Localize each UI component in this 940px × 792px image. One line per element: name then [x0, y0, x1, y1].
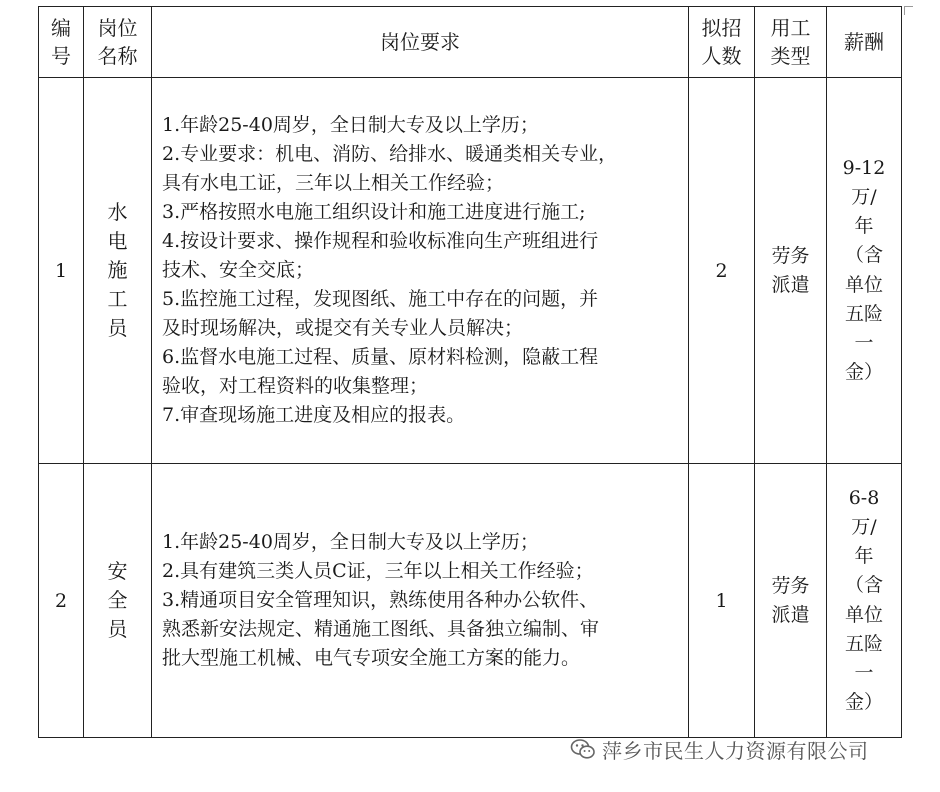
header-salary: 薪酬 — [827, 7, 902, 78]
header-position-name: 岗位 名称 — [84, 7, 152, 78]
row-requirements: 1.年龄25-40周岁，全日制大专及以上学历； 2.具有建筑三类人员C证，三年以上相关工作经验； 3.精通项目安全管理知识，熟练使用各种办公软件、 熟悉新安法规定、精通施工图纸、具备独立编制、审 批大型施工机械、电气专项安全施工方案的能力。 — [152, 464, 689, 738]
row-position-name: 安 全 员 — [84, 464, 152, 738]
wechat-icon — [570, 736, 596, 762]
row-count: 1 — [689, 464, 755, 738]
row-position-name: 水 电 施 工 员 — [84, 78, 152, 464]
header-requirements: 岗位要求 — [152, 7, 689, 78]
header-count: 拟招 人数 — [689, 7, 755, 78]
row-employment-type: 劳务 派遣 — [755, 78, 827, 464]
row-employment-type: 劳务 派遣 — [755, 464, 827, 738]
row-no: 1 — [39, 78, 84, 464]
row-requirements: 1.年龄25-40周岁，全日制大专及以上学历； 2.专业要求：机电、消防、给排水、暖通类相关专业， 具有水电工证，三年以上相关工作经验； 3.严格按照水电施工组织设计和施工进度进行施工; 4.按设计要求、操作规程和验收标准向生产班组进行 技术、安全交底； 5.监控施工过程，发现图纸、施工中存在的问题，并 及时现场解决，或提交有关专业人员解决； 6.监督水电施工过程、质量、原材料检测，隐蔽工程 验收，对工程资料的收集整理； 7.审查现场施工进度及相应的报表。 — [152, 78, 689, 464]
row-no: 2 — [39, 464, 84, 738]
watermark — [570, 734, 869, 764]
row-count: 2 — [689, 78, 755, 464]
job-table — [38, 6, 902, 738]
page-corner-mark — [904, 6, 913, 15]
row-salary: 6-8 万/ 年 （含 单位 五险 一 金） — [827, 464, 902, 738]
table-row — [39, 464, 902, 738]
watermark-text: 萍乡市民生人力资源有限公司 — [602, 738, 869, 763]
header-no: 编 号 — [39, 7, 84, 78]
row-salary: 9-12 万/ 年 （含 单位 五险 一 金） — [827, 78, 902, 464]
table-header-row — [39, 7, 902, 78]
header-employment-type: 用工 类型 — [755, 7, 827, 78]
table-row — [39, 78, 902, 464]
